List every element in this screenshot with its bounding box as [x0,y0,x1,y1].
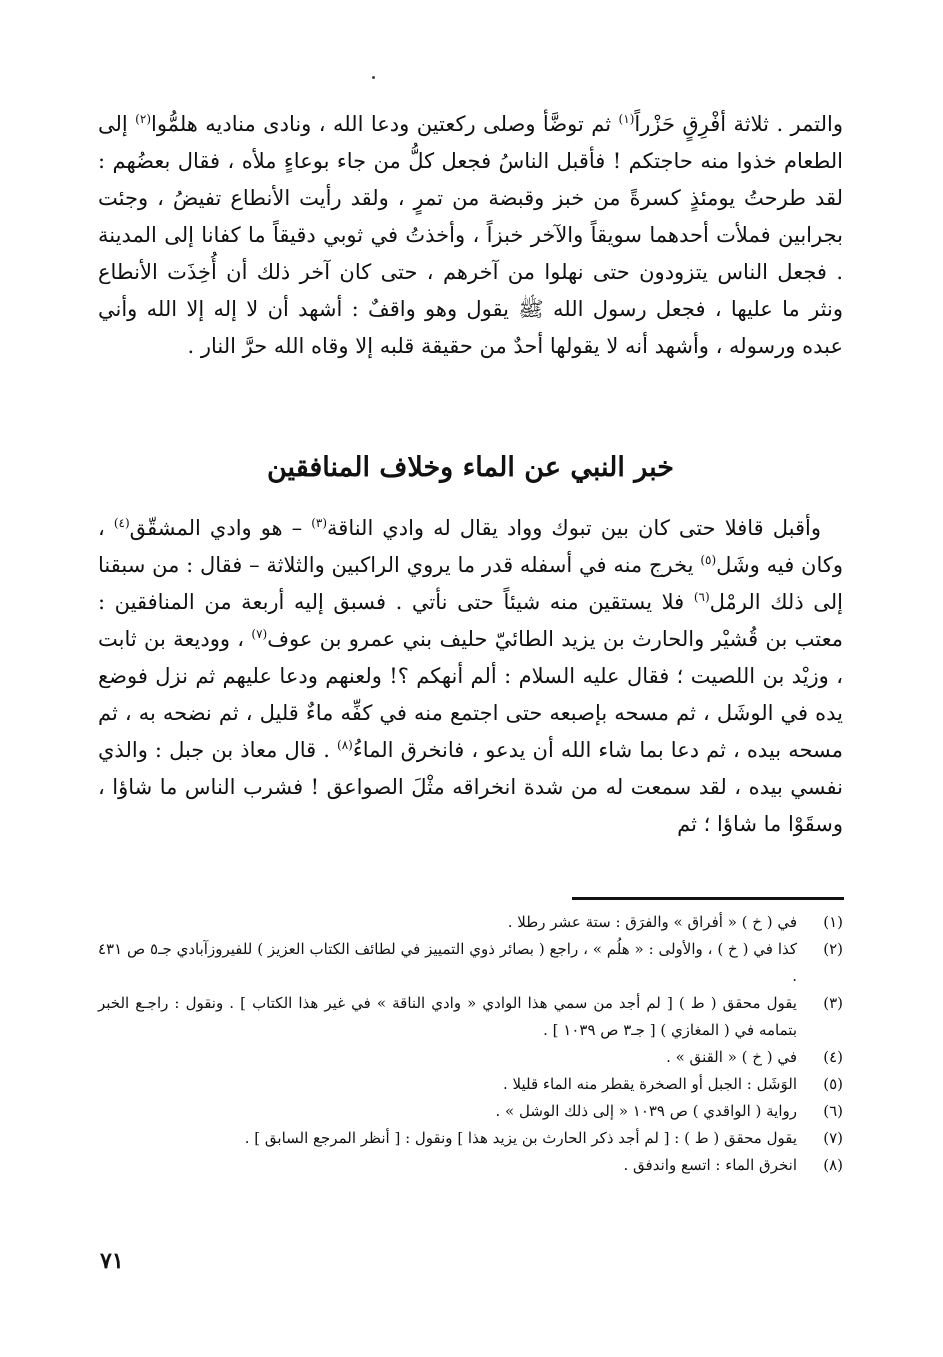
footnote-item [98,1071,843,1098]
page-mark-dot [372,76,375,79]
paragraph-continuation [98,106,843,365]
footnote-ref[interactable]: (٢) [135,112,151,126]
page-number: ٧١ [100,1248,124,1274]
footnote-text: الوَشَل : الجبل أو الصخرة يقطر منه الماء قليلا . [502,1075,797,1093]
footnote-item [98,1098,843,1125]
footnote-ref[interactable]: (١) [618,112,635,126]
footnote-number: (٣) [823,994,843,1012]
footnote-item [98,936,843,990]
footnote-number: (٥) [823,1075,843,1093]
footnote-text: انخرق الماء : اتسع واندفق . [623,1156,797,1174]
footnote-text: كذا في ( خ ) ، والأولى : « هلُم » ، راجع ( بصائر ذوي التمييز في لطائف الكتاب العزيز ) للفيروزآبادي جـ٥ ص ٤٣١ . [98,940,797,985]
footnote-text: رواية ( الواقدي ) ص ١٠٣٩ « إلى ذلك الوشل » . [495,1102,797,1120]
paragraph: والتمر . ثلاثة أفْرِقٍ حَزْراً$^{(١)}$ ثم توضَّأ وصلى ركعتين ودعا الله ، ونادى مناديه هلمُّوا$^{(٢)}$ إلى الطعام خذوا منه حاجتكم ! فأقبل الناسُ فجعل كلُّ من جاء بوعاءٍ ملأه ، فقال بعضُهم : لقد طرحتُ يومئذٍ كسرةً من خبز وقبضة من تمرٍ ، ولقد رأيت الأنطاع تفيضُ ، وجئت بجرابين فملأت أحدهما سويقاً والآخر خبزاً ، وأخذتُ في ثوبي دقيقاً ما كفانا إلى المدينة . فجعل الناس يتزودون حتى نهلوا من آخرهم ، حتى كان آخر ذلك أن أُخِذَت الأنطاع ونثر ما عليها ، فجعل رسول الله ﷺ يقول وهو واقفٌ : أشهد أن لا إله إلا الله وأني عبده ورسوله ، وأشهد أنه لا يقولها أحدٌ من حقيقة قلبه إلا وقاه الله حرَّ النار . [98,112,843,358]
footnote-text: يقول محقق ( ط ) : [ لم أجد ذكر الحارث بن يزيد هذا ] ونقول : [ أنظر المرجع السابق ] . [244,1129,797,1147]
footnote-ref[interactable]: (٤) [113,516,130,530]
footnote-item [98,1152,843,1179]
footnotes-list [98,909,843,1179]
footnote-number: (٦) [823,1102,843,1120]
footnote-number: (٨) [823,1156,843,1174]
footnote-item [98,990,843,1044]
section-heading: خبر النبي عن الماء وخلاف المنافقين [267,452,674,483]
footnote-item [98,1125,843,1152]
footnote-divider [572,897,844,900]
section-body [98,510,843,843]
footnote-item [98,909,843,936]
footnote-text: في ( خ ) « أفراق » والفرَق : ستة عشر رطلا . [507,913,797,931]
footnote-text: في ( خ ) « القنق » . [666,1048,797,1066]
footnote-number: (٢) [823,940,843,958]
footnote-text: يقول محقق ( ط ) [ لم أجد من سمي هذا الوادي « وادي الناقة » في غير هذا الكتاب ] . ونقول : راجـع الخبر بتمامه في ( المغازي ) [ جـ٣ ص ١٠٣٩ ] . [98,994,797,1039]
footnote-ref[interactable]: (٧) [251,627,268,641]
paragraph: وأقبل قافلا حتى كان بين تبوك وواد يقال له وادي الناقة$^{(٣)}$ – هو وادي المشقّق$^{(٤)}$ ، وكان فيه وشَل$^{(٥)}$ يخرج منه في أسفله قدر ما يروي الراكبين والثلاثة – فقال : من سبقنا إلى ذلك الرمْل$^{(٦)}$ فلا يستقين منه شيئاً حتى نأتي . فسبق إليه أربعة من المنافقين : معتب بن قُشيْر والحارث بن يزيد الطائيّ حليف بني عمرو بن عوف$^{(٧)}$ ، ووديعة بن ثابت ، وزيْد بن اللصيت ؛ فقال عليه السلام : ألم أنهكم ؟! ولعنهم ودعا عليهم ثم نزل فوضع يده في الوشَل ، ثم مسحه بإصبعه حتى اجتمع منه في كفِّه ماءٌ قليل ، ثم نضحه به ، ثم مسحه بيده ، ثم دعا بما شاء الله أن يدعو ، فانخرق الماءُ$^{(٨)}$ . قال معاذ بن جبل : والذي نفسي بيده ، لقد سمعت له من شدة انخراقه مثْلَ الصواعق ! فشرب الناس ما شاؤا ، وسقَوْا ما شاؤا ؛ ثم [98,516,844,836]
footnote-ref[interactable]: (٨) [337,738,353,752]
footnote-number: (٧) [823,1129,843,1147]
footnote-ref[interactable]: (٥) [700,553,717,567]
footnote-item [98,1044,843,1071]
footnote-ref[interactable]: (٦) [693,590,710,604]
footnote-number: (٤) [823,1048,843,1066]
footnote-number: (١) [823,913,843,931]
footnote-ref[interactable]: (٣) [311,516,328,530]
